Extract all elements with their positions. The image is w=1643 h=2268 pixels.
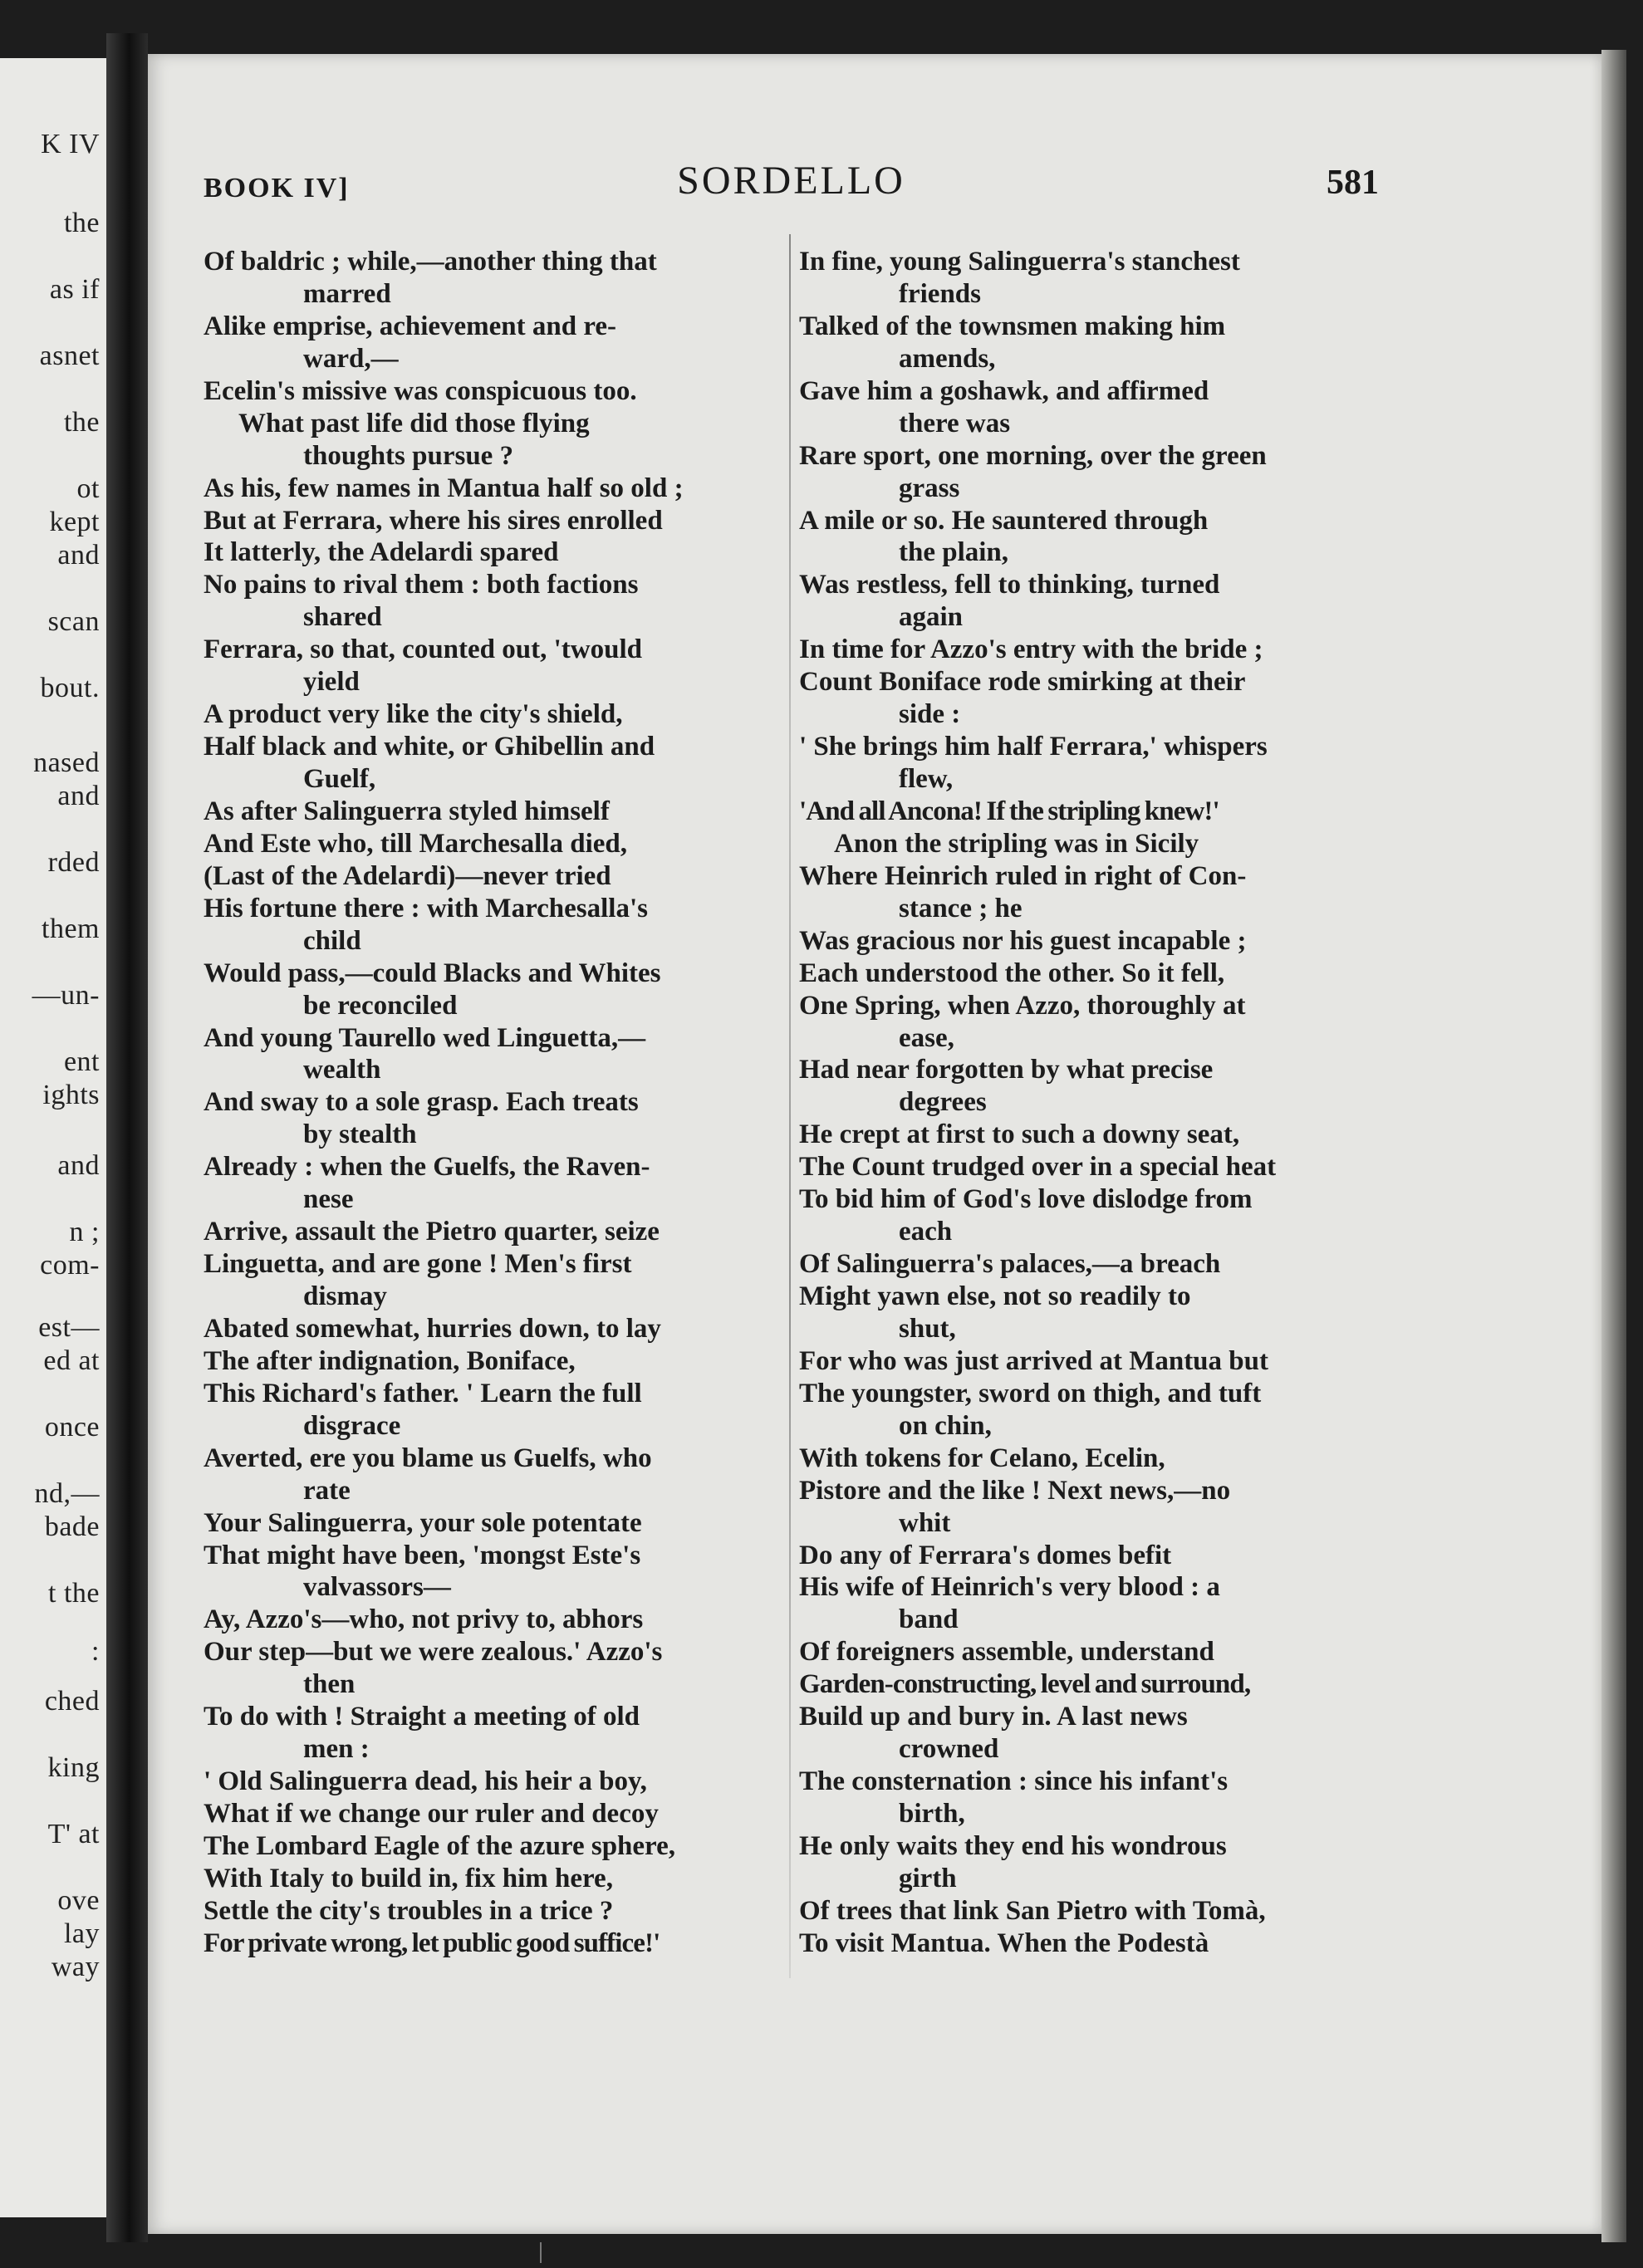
verse-line: Garden-constructing, level and surround, xyxy=(799,1669,1251,1700)
verse-line: stance ; he xyxy=(899,893,1023,923)
verse-line: What if we change our ruler and decoy xyxy=(204,1799,659,1829)
verse-line: Abated somewhat, hurries down, to lay xyxy=(204,1313,661,1344)
verse-line: A product very like the city's shield, xyxy=(204,699,623,730)
page-edge-stack xyxy=(1601,50,1626,2242)
verse-line: nese xyxy=(303,1184,354,1215)
verse-line: Gave him a goshawk, and affirmed xyxy=(799,375,1209,406)
verse-line: disgrace xyxy=(303,1410,401,1441)
verse-line: His wife of Heinrich's very blood : a xyxy=(799,1572,1220,1603)
verse-line: Averted, ere you blame us Guelfs, who xyxy=(204,1443,652,1473)
verse-line: Ferrara, so that, counted out, 'twould xyxy=(204,634,642,665)
verse-line: ward,— xyxy=(303,343,399,374)
facing-page-fragment: the xyxy=(63,208,100,238)
verse-line: whit xyxy=(899,1507,951,1538)
verse-line: Linguetta, and are gone ! Men's first xyxy=(204,1249,632,1280)
verse-line: again xyxy=(899,602,964,633)
facing-page-fragment: and xyxy=(57,781,100,811)
verse-line: Count Boniface rode smirking at their xyxy=(799,667,1246,698)
verse-line: Half black and white, or Ghibellin and xyxy=(204,732,655,762)
running-title: SORDELLO xyxy=(677,159,905,203)
left-text-column xyxy=(204,246,785,1960)
verse-line: Ay, Azzo's—who, not privy to, abhors xyxy=(204,1604,644,1635)
book-label: BOOK IV] xyxy=(204,173,350,203)
facing-page-fragment: ights xyxy=(42,1080,100,1110)
verse-line: crowned xyxy=(899,1734,999,1765)
facing-page-fragment: and xyxy=(57,540,100,571)
verse-line: the plain, xyxy=(899,537,1009,568)
verse-line: Do any of Ferrara's domes befit xyxy=(799,1540,1172,1570)
verse-line: Ecelin's missive was conspicuous too. xyxy=(204,375,637,406)
verse-line: thoughts pursue ? xyxy=(303,440,514,471)
verse-line: yield xyxy=(303,667,360,698)
verse-line: Had near forgotten by what precise xyxy=(799,1055,1214,1085)
facing-page-fragment: est— xyxy=(38,1312,100,1343)
verse-line: Where Heinrich ruled in right of Con- xyxy=(799,860,1247,891)
verse-line: He crept at first to such a downy seat, xyxy=(799,1119,1240,1150)
facing-page-fragment: as if xyxy=(49,274,100,305)
verse-line: (Last of the Adelardi)—never tried xyxy=(204,860,611,891)
verse-line: degrees xyxy=(899,1087,987,1118)
verse-line: What past life did those flying xyxy=(238,408,590,438)
verse-line: Pistore and the like ! Next news,—no xyxy=(799,1475,1231,1506)
verse-line: Anon the stripling was in Sicily xyxy=(834,828,1199,859)
facing-page-fragment: ched xyxy=(44,1686,100,1717)
verse-line: be reconciled xyxy=(303,990,458,1021)
facing-page-fragment: rded xyxy=(47,847,100,878)
verse-line: And young Taurello wed Linguetta,— xyxy=(204,1022,646,1053)
verse-line: Of baldric ; while,—another thing that xyxy=(204,247,657,277)
page-number: 581 xyxy=(1327,164,1379,202)
facing-page-fragment: bade xyxy=(44,1511,100,1542)
verse-line: there was xyxy=(899,408,1011,438)
verse-line: One Spring, when Azzo, thoroughly at xyxy=(799,990,1246,1021)
verse-line: To do with ! Straight a meeting of old xyxy=(204,1702,640,1732)
verse-line: each xyxy=(899,1217,953,1247)
facing-page-edge xyxy=(0,58,106,2217)
verse-line: A mile or so. He sauntered through xyxy=(799,505,1209,536)
verse-line: dismay xyxy=(303,1281,387,1311)
verse-line: rate xyxy=(303,1475,351,1506)
verse-line: His fortune there : with Marchesalla's xyxy=(204,893,648,923)
facing-page-fragment: and xyxy=(57,1150,100,1181)
verse-line: birth, xyxy=(899,1799,965,1829)
verse-line: He only waits they end his wondrous xyxy=(799,1830,1227,1861)
verse-line: With Italy to build in, fix him here, xyxy=(204,1863,613,1893)
facing-page-fragment: them xyxy=(42,914,100,944)
verse-line: In fine, young Salinguerra's stanchest xyxy=(799,247,1240,277)
facing-page-fragment: ent xyxy=(63,1046,100,1077)
facing-page-fragment: way xyxy=(51,1952,100,1982)
verse-line: valvassors— xyxy=(303,1572,451,1603)
facing-page-fragment: bout. xyxy=(40,673,100,703)
facing-page-fragment: t the xyxy=(48,1578,100,1609)
verse-line: Guelf, xyxy=(303,764,376,794)
facing-page-fragment: kept xyxy=(49,507,100,537)
verse-line: And sway to a sole grasp. Each treats xyxy=(204,1087,639,1118)
verse-line: shut, xyxy=(899,1313,956,1344)
verse-line: Build up and bury in. A last news xyxy=(799,1702,1188,1732)
verse-line: by stealth xyxy=(303,1119,417,1150)
verse-line: Would pass,—could Blacks and Whites xyxy=(204,958,661,988)
running-header xyxy=(204,158,1379,216)
verse-line: Each understood the other. So it fell, xyxy=(799,958,1225,988)
verse-line: Already : when the Guelfs, the Raven- xyxy=(204,1152,650,1183)
facing-page-fragment: king xyxy=(47,1752,100,1783)
verse-line: 'And all Ancona! If the stripling knew!' xyxy=(799,796,1219,826)
verse-line: friends xyxy=(899,278,981,309)
verse-line: The Count trudged over in a special heat xyxy=(799,1152,1277,1183)
verse-line: child xyxy=(303,925,361,956)
verse-line: As his, few names in Mantua half so old ; xyxy=(204,473,684,503)
verse-line: The consternation : since his infant's xyxy=(799,1766,1229,1797)
verse-line: The youngster, sword on thigh, and tuft xyxy=(799,1378,1262,1408)
verse-line: grass xyxy=(899,473,960,503)
verse-line: To visit Mantua. When the Podestà xyxy=(799,1928,1209,1958)
facing-page-fragment: once xyxy=(44,1412,100,1443)
facing-page-fragment: n ; xyxy=(69,1217,100,1247)
verse-line: Was gracious nor his guest incapable ; xyxy=(799,925,1247,956)
facing-page-fragment: T' at xyxy=(47,1819,100,1849)
verse-line: To bid him of God's love dislodge from xyxy=(799,1184,1253,1215)
facing-page-fragment: K IV xyxy=(41,129,100,159)
scan-mark xyxy=(540,2242,542,2263)
verse-line: The after indignation, Boniface, xyxy=(204,1345,576,1376)
facing-page-fragment: ove xyxy=(57,1885,100,1916)
column-divider xyxy=(789,234,791,1978)
verse-line: For who was just arrived at Mantua but xyxy=(799,1345,1268,1376)
facing-page-fragment: the xyxy=(63,407,100,438)
verse-line: In time for Azzo's entry with the bride ; xyxy=(799,634,1263,665)
verse-line: ' She brings him half Ferrara,' whispers xyxy=(799,732,1268,762)
verse-line: ease, xyxy=(899,1022,954,1053)
facing-page-fragment: ot xyxy=(76,473,100,504)
verse-line: Settle the city's troubles in a trice ? xyxy=(204,1895,614,1926)
verse-line: It latterly, the Adelardi spared xyxy=(204,537,559,568)
verse-line: Your Salinguerra, your sole potentate xyxy=(204,1507,642,1538)
verse-line: girth xyxy=(899,1863,957,1893)
verse-line: Of trees that link San Pietro with Tomà, xyxy=(799,1895,1266,1926)
facing-page-fragment: asnet xyxy=(39,340,100,371)
verse-line: Might yawn else, not so readily to xyxy=(799,1281,1191,1311)
verse-line: men : xyxy=(303,1734,370,1765)
facing-page-fragment: com- xyxy=(40,1250,100,1281)
facing-page-fragment: nased xyxy=(33,747,100,778)
verse-line: marred xyxy=(303,278,391,309)
verse-line: That might have been, 'mongst Este's xyxy=(204,1540,641,1570)
verse-line: For private wrong, let public good suffice!' xyxy=(204,1928,660,1958)
verse-line: As after Salinguerra styled himself xyxy=(204,796,610,826)
facing-page-fragment: lay xyxy=(63,1918,100,1949)
verse-line: Talked of the townsmen making him xyxy=(799,311,1226,341)
verse-line: then xyxy=(303,1669,356,1700)
verse-line: The Lombard Eagle of the azure sphere, xyxy=(204,1830,676,1861)
verse-line: Our step—but we were zealous.' Azzo's xyxy=(204,1637,663,1668)
verse-line: Rare sport, one morning, over the green xyxy=(799,440,1267,471)
book-gutter xyxy=(106,33,148,2242)
facing-page-fragment: : xyxy=(91,1636,100,1667)
verse-line: ' Old Salinguerra dead, his heir a boy, xyxy=(204,1766,647,1797)
verse-line: Arrive, assault the Pietro quarter, seize xyxy=(204,1217,660,1247)
verse-line: And Este who, till Marchesalla died, xyxy=(204,828,628,859)
verse-line: side : xyxy=(899,699,961,730)
verse-line: With tokens for Celano, Ecelin, xyxy=(799,1443,1165,1473)
verse-line: band xyxy=(899,1604,959,1635)
verse-line: This Richard's father. ' Learn the full xyxy=(204,1378,642,1408)
facing-page-fragment: scan xyxy=(47,606,100,637)
verse-line: Was restless, fell to thinking, turned xyxy=(799,570,1220,600)
verse-line: Of Salinguerra's palaces,—a breach xyxy=(799,1249,1221,1280)
facing-page-fragment: —un- xyxy=(32,980,100,1011)
verse-line: Of foreigners assemble, understand xyxy=(799,1637,1214,1668)
verse-line: amends, xyxy=(899,343,996,374)
facing-page-fragment: ed at xyxy=(43,1345,100,1376)
verse-line: But at Ferrara, where his sires enrolled xyxy=(204,505,663,536)
verse-line: shared xyxy=(303,602,382,633)
verse-line: on chin, xyxy=(899,1410,992,1441)
verse-line: Alike emprise, achievement and re- xyxy=(204,311,617,341)
verse-line: flew, xyxy=(899,764,954,794)
verse-line: No pains to rival them : both factions xyxy=(204,570,639,600)
facing-page-fragment: nd,— xyxy=(34,1478,100,1509)
right-text-column xyxy=(799,246,1381,1960)
verse-line: wealth xyxy=(303,1055,381,1085)
